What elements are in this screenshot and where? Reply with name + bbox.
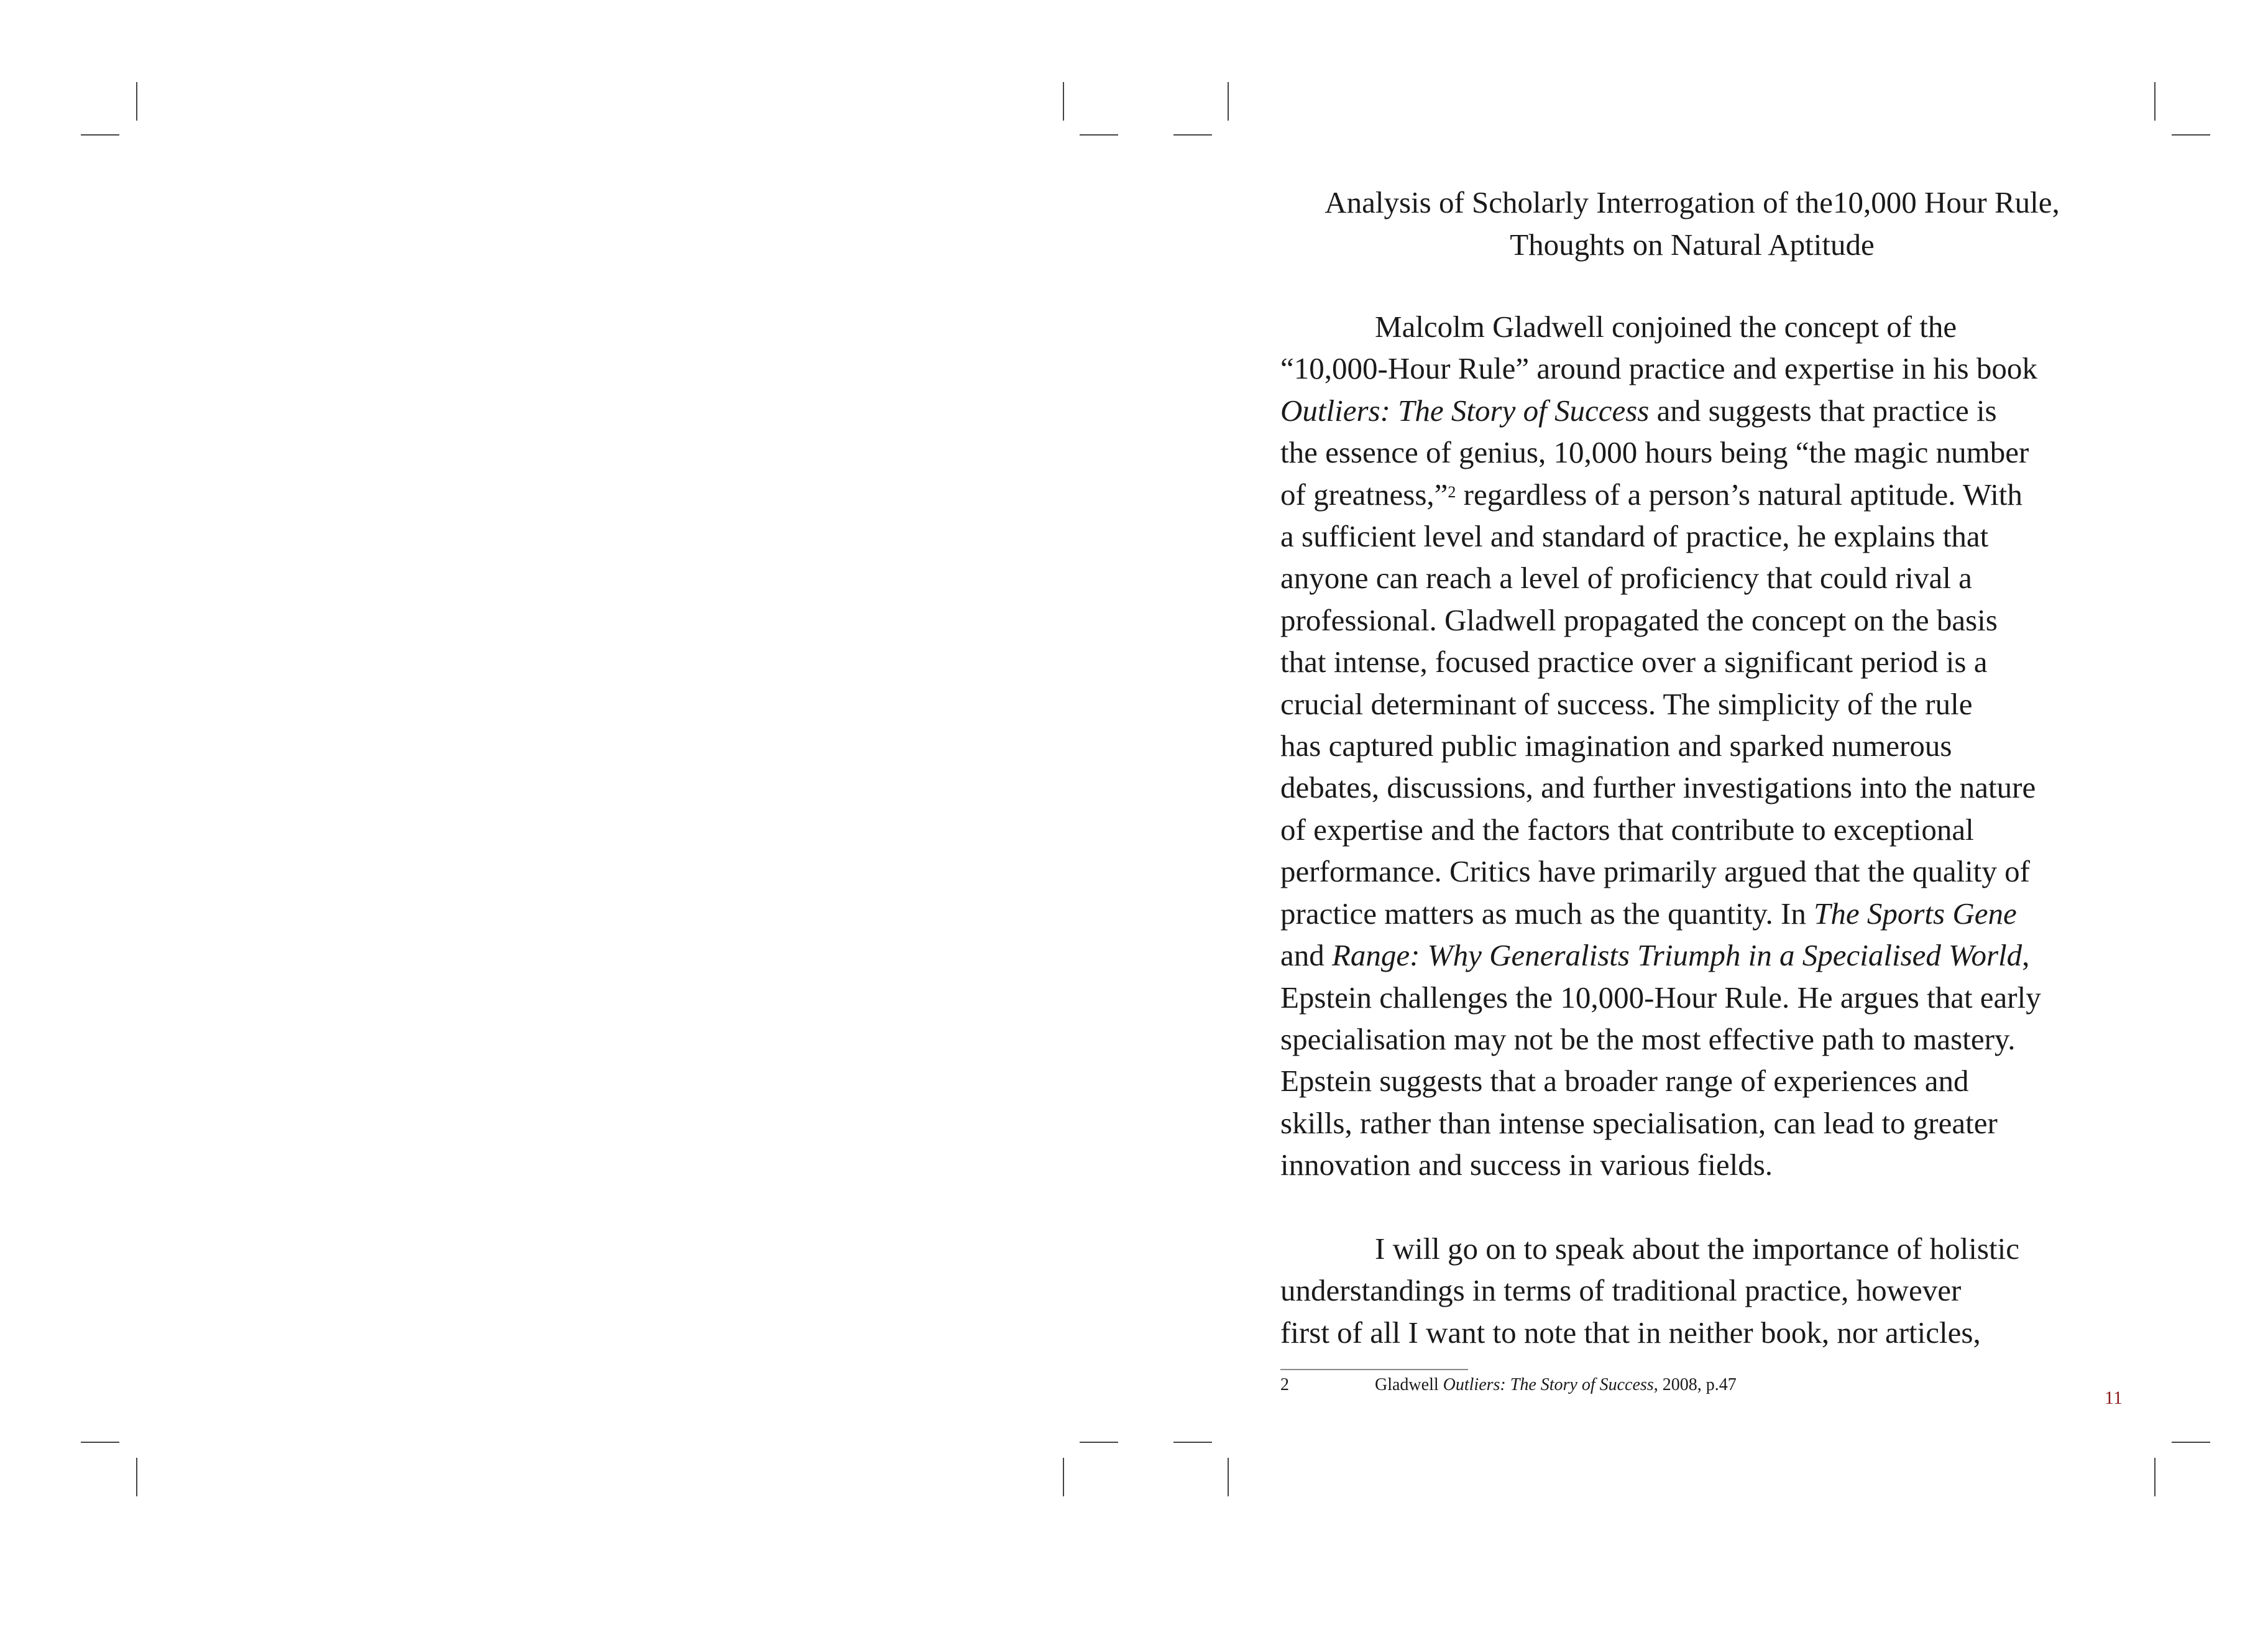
- footnote-rest: , 2008, p.47: [1653, 1375, 1737, 1394]
- text-run: has captured public imagination and sparked numerous: [1280, 729, 1952, 763]
- italic-title: Outliers: The Story of Success: [1280, 393, 1650, 428]
- text-line: [1280, 431, 2041, 473]
- crop-mark: [81, 134, 119, 136]
- text-run: that intense, focused practice over a significant period is a: [1280, 645, 1988, 679]
- text-run: Epstein challenges the 10,000-Hour Rule. He argues that early: [1280, 980, 2041, 1015]
- text-line: [1280, 683, 2041, 725]
- text-run: the essence of genius, 10,000 hours being “the magic number: [1280, 435, 2029, 470]
- text-line: [1280, 809, 2041, 850]
- crop-mark: [136, 1458, 137, 1496]
- title-line: Analysis of Scholarly Interrogation of the10,000 Hour Rule,: [1325, 185, 2060, 219]
- crop-mark: [1063, 82, 1064, 121]
- crop-mark: [1080, 134, 1118, 136]
- text-run: and: [1280, 938, 1332, 973]
- text-run: of expertise and the factors that contribute to exceptional: [1280, 812, 1974, 847]
- crop-mark: [1173, 134, 1212, 136]
- text-line: [1280, 515, 2041, 557]
- text-line: [1280, 934, 2041, 976]
- text-line: [1280, 1060, 2041, 1102]
- text-line: [1280, 1144, 2041, 1186]
- text-line: [1280, 599, 2041, 641]
- text-run: professional. Gladwell propagated the concept on the basis: [1280, 602, 1998, 637]
- text-line: [1280, 977, 2041, 1018]
- text-line: [1280, 725, 2041, 767]
- crop-mark: [1063, 1458, 1064, 1496]
- text-line: [1280, 348, 2041, 389]
- italic-title: Range: Why Generalists Triumph in a Specialised World: [1332, 938, 2022, 973]
- crop-mark: [1228, 1458, 1229, 1496]
- text-run: “10,000-Hour Rule” around practice and expertise in his book: [1280, 351, 2037, 386]
- title-line: Thoughts on Natural Aptitude: [1510, 228, 1875, 262]
- italic-title: The Sports Gene: [1814, 896, 2017, 931]
- crop-mark: [2154, 1458, 2156, 1496]
- text-run: first of all I want to note that in neither book, nor articles,: [1280, 1315, 1981, 1350]
- footnote-ref: 2: [1448, 482, 1456, 501]
- footnote: [1280, 1374, 1737, 1396]
- text-run: skills, rather than intense specialisation, can lead to greater: [1280, 1105, 1998, 1140]
- text-line: [1280, 893, 2041, 934]
- text-line: [1280, 390, 2041, 431]
- crop-mark: [1173, 1442, 1212, 1443]
- text-line: [1280, 1102, 2041, 1144]
- body-text: [1280, 306, 2041, 1353]
- text-line: [1280, 474, 2041, 515]
- text-run: practice matters as much as the quantity. In: [1280, 896, 1814, 931]
- text-run: and suggests that practice is: [1649, 393, 1997, 428]
- crop-mark: [1080, 1442, 1118, 1443]
- text-line: [1280, 850, 2041, 892]
- text-run: Epstein suggests that a broader range of experiences and: [1280, 1064, 1969, 1098]
- crop-mark: [136, 82, 137, 121]
- text-line: [1280, 306, 2041, 348]
- text-run: performance. Critics have primarily argued that the quality of: [1280, 854, 2030, 889]
- chapter-title: [1280, 182, 2104, 266]
- text-line: [1280, 1269, 2041, 1311]
- text-run: crucial determinant of success. The simplicity of the rule: [1280, 686, 1973, 721]
- text-run: regardless of a person’s natural aptitude. With: [1456, 477, 2022, 512]
- crop-mark: [1228, 82, 1229, 121]
- text-run: of greatness,”: [1280, 477, 1448, 512]
- crop-mark: [2172, 134, 2210, 136]
- text-run: debates, discussions, and further investigations into the nature: [1280, 770, 2036, 805]
- text-line: [1280, 767, 2041, 808]
- footnote-number: 2: [1280, 1375, 1289, 1394]
- text-run: a sufficient level and standard of practice, he explains that: [1280, 519, 1989, 554]
- footnote-rule: [1280, 1369, 1468, 1370]
- footnote-work: Outliers: The Story of Success: [1443, 1375, 1654, 1394]
- footnote-author: Gladwell: [1375, 1375, 1443, 1394]
- crop-mark: [2172, 1442, 2210, 1443]
- text-line: [1280, 1312, 2041, 1353]
- text-line: [1280, 1228, 2041, 1269]
- paragraph-gap: [1280, 1186, 2041, 1228]
- text-run: understandings in terms of traditional practice, however: [1280, 1273, 1962, 1308]
- text-line: [1280, 1018, 2041, 1060]
- text-run: Malcolm Gladwell conjoined the concept of the: [1375, 310, 1957, 344]
- text-run: I will go on to speak about the importance of holistic: [1375, 1231, 2019, 1266]
- text-run: innovation and success in various fields.: [1280, 1148, 1773, 1182]
- crop-mark: [81, 1442, 119, 1443]
- crop-mark: [2154, 82, 2156, 121]
- text-run: anyone can reach a level of proficiency that could rival a: [1280, 561, 1972, 596]
- text-run: specialisation may not be the most effective path to mastery.: [1280, 1021, 2016, 1056]
- text-line: [1280, 641, 2041, 683]
- page-number: 11: [2105, 1388, 2123, 1408]
- text-run: ,: [2022, 938, 2030, 973]
- text-line: [1280, 557, 2041, 599]
